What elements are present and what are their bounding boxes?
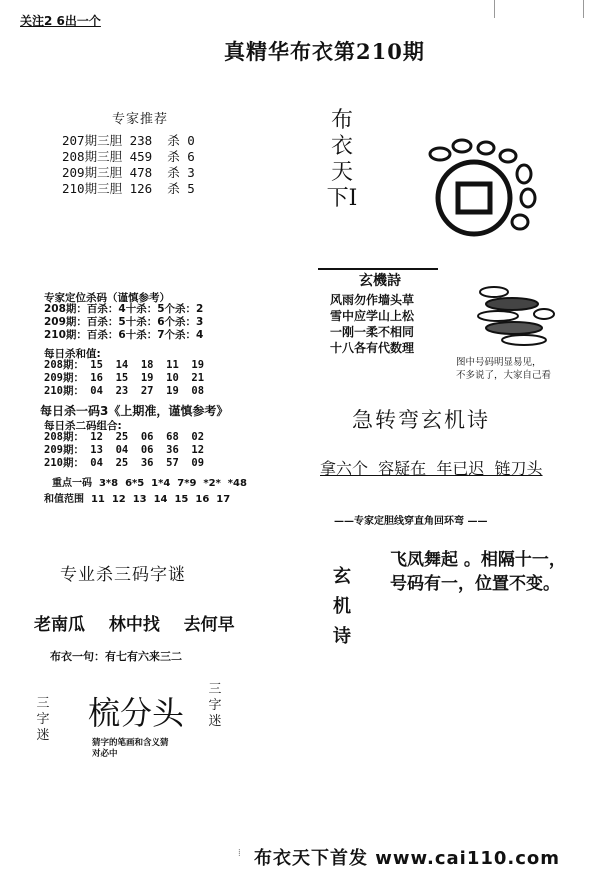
expert-list xyxy=(62,133,195,197)
hezhi-row: 210期： 04 23 27 19 08 xyxy=(44,385,205,397)
expert-row: 208期三胆 459 杀 6 xyxy=(62,149,195,164)
hezhi-title: 每日杀和值: xyxy=(44,348,101,360)
poem-line: 十八各有代数理 xyxy=(330,341,415,355)
riddle-line: 拿六个 容疑在 年已迟 链刀头 xyxy=(320,459,543,478)
erma-row: 208期： 12 25 06 68 02 xyxy=(44,431,205,443)
xuanji-poem-line: 号码有一，位置不变。 xyxy=(390,574,560,594)
dingwei-row: 210期：百杀：6十杀：7个杀：4 xyxy=(44,329,204,341)
hint-line: 猜字的笔画和含义猜 xyxy=(92,738,169,748)
sanzimi-left-label: 三字迷 xyxy=(36,696,50,743)
coin-illustration xyxy=(418,130,548,250)
top-note: 关注2 6出一个 xyxy=(20,14,101,28)
xuanji-vertical-label: 玄机诗 xyxy=(333,566,351,647)
riddle-poem-title: 急转弯玄机诗 xyxy=(352,408,490,432)
key-number-line: 重点一码 3*8 6*5 1*4 7*9 *2* *48 xyxy=(52,478,247,489)
expert-heading: 专家推荐 xyxy=(112,112,169,127)
poem-caption-line: 不多说了，大家自己看 xyxy=(456,370,552,381)
poem-line: 一刚一柔不相同 xyxy=(330,325,415,339)
expert-row: 209期三胆 478 杀 3 xyxy=(62,165,195,180)
hint-line: 对必中 xyxy=(92,749,118,759)
expert-row: 210期三胆 126 杀 5 xyxy=(62,181,195,196)
yima-title: 每日杀一码3《上期准，谨慎参考》 xyxy=(40,404,229,418)
buyi-line: 布衣一句：有七有六来三二 xyxy=(50,650,182,663)
erma-title: 每日杀二码组合: xyxy=(44,420,122,432)
kill3-title: 专业杀三码字谜 xyxy=(60,565,186,585)
dingwei-rows xyxy=(44,303,203,342)
erma-row: 209期： 13 04 06 36 12 xyxy=(44,444,205,456)
hezhi-row: 208期： 15 14 18 11 19 xyxy=(44,359,205,371)
expert-row: 207期三胆 238 杀 0 xyxy=(62,133,195,148)
hint-text xyxy=(92,738,169,760)
erma-row: 210期： 04 25 36 57 09 xyxy=(44,457,205,469)
expert-banner: ——专家定胆线穿直角回环弯 —— xyxy=(334,516,488,527)
xuanji-poem xyxy=(390,548,566,596)
dingwei-row: 208期：百杀：4十杀：5个杀：2 xyxy=(44,303,204,315)
edge-mark xyxy=(583,0,585,18)
poem-caption xyxy=(456,356,551,382)
coin-stack-illustration xyxy=(464,284,560,348)
big-riddle-word: 梳分头 xyxy=(88,694,185,732)
xuanji-poem-line: 飞凤舞起 。相隔十一， xyxy=(390,550,566,570)
footer-mark: ⁞ xyxy=(238,848,241,859)
footer: 布衣天下首发 www.cai110.com xyxy=(254,848,561,869)
poem-title: 玄機詩 xyxy=(359,273,401,289)
poem-lines xyxy=(330,292,414,356)
hezhi-rows xyxy=(44,359,204,398)
hezhi-row: 209期： 16 15 19 10 21 xyxy=(44,372,205,384)
poem-line: 雪中应学山上松 xyxy=(330,309,415,323)
erma-rows xyxy=(44,431,204,470)
hezhi-range-line: 和值范围 11 12 13 14 15 16 17 xyxy=(44,494,231,505)
poem-line: 风雨勿作墙头草 xyxy=(330,293,415,307)
dingwei-row: 209期：百杀：5十杀：6个杀：3 xyxy=(44,316,204,328)
poem-caption-line: 图中号码明显易见， xyxy=(456,357,542,368)
edge-mark xyxy=(494,0,496,18)
riddle3-line: 老南瓜 林中找 去何早 xyxy=(34,615,235,635)
brand-vertical-title: 布衣天下I xyxy=(326,108,358,211)
sanzimi-right-label: 三字迷 xyxy=(208,682,222,729)
page-title: 真精华布衣第210期 xyxy=(224,39,425,64)
dingwei-title: 专家定位杀码（谨慎参考） xyxy=(44,292,170,304)
